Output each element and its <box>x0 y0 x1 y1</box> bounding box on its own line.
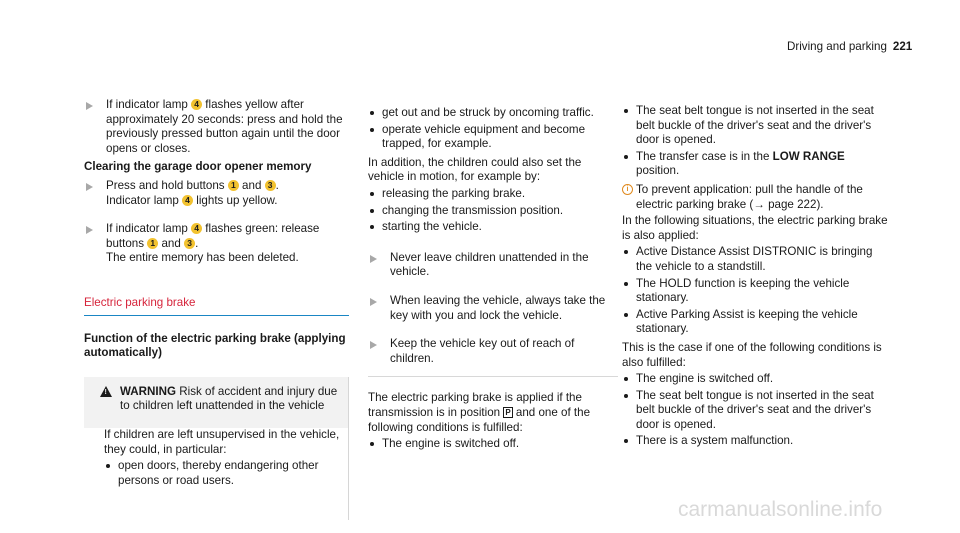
list-item: Active Distance Assist DISTRONIC is bringing the vehicle to a standstill. <box>622 245 890 274</box>
step-arrow-icon <box>370 255 377 263</box>
step-item: If indicator lamp 4 flashes green: release buttons 1 and 3 . The entire memory has been deleted. <box>84 222 349 266</box>
following-text: In the following situations, the electric parking brake is also applied: <box>622 214 888 242</box>
info-icon: i <box>622 184 633 195</box>
list-item: releasing the parking brake. <box>368 187 618 202</box>
section-title: Electric parking brake <box>84 296 349 316</box>
list-item: operate vehicle equipment and become trapped, for example. <box>368 123 618 152</box>
warning-head: ! WARNING Risk of accident and injury due to children left unattended in the vehicle <box>84 385 338 414</box>
list-item: The engine is switched off. <box>622 372 890 387</box>
number-badge: 3 <box>184 238 195 249</box>
list-item: starting the vehicle. <box>368 220 618 235</box>
page-header <box>787 40 927 55</box>
note: i To prevent application: pull the handle of the electric parking brake (→ page 222). <box>622 183 890 212</box>
header-section: Driving and parking <box>787 40 887 53</box>
function-title: Function of the electric parking brake (applying automatically) <box>84 331 346 360</box>
number-badge: 1 <box>147 238 158 249</box>
low-range-label: LOW RANGE <box>772 149 845 163</box>
step-arrow-icon <box>86 102 93 110</box>
step-item: Press and hold buttons 1 and 3 . Indicator lamp 4 lights up yellow. <box>84 179 349 208</box>
step-item: Keep the vehicle key out of reach of children. <box>368 337 618 366</box>
list-item: get out and be struck by oncoming traffic. <box>368 106 618 121</box>
list-item: open doors, thereby endangering other persons or road users. <box>104 459 348 488</box>
warning-triangle-icon <box>100 386 112 397</box>
step-arrow-icon <box>370 341 377 349</box>
list-item: changing the transmission position. <box>368 204 618 219</box>
warning-body: If children are left unsupervised in the vehicle, they could, in particular: open doors, thereby endangering other persons or road users. <box>84 428 349 520</box>
number-badge: 1 <box>228 180 239 191</box>
step-arrow-icon <box>86 183 93 191</box>
number-badge: 3 <box>265 180 276 191</box>
addition-text: In addition, the children could also set the vehicle in motion, for example by: <box>368 155 582 184</box>
column-2 <box>368 104 618 456</box>
applied-text: The electric parking brake is applied if the transmission is in position P and one of the following conditions is fulfilled: <box>368 391 591 434</box>
step-item: Never leave children unattended in the vehicle. <box>368 251 618 280</box>
list-item: The seat belt tongue is not inserted in the seat belt buckle of the driver's seat and the driver's door is opened. <box>622 104 890 148</box>
clearing-title: Clearing the garage door opener memory <box>84 160 312 174</box>
transmission-p-key: P <box>505 407 511 417</box>
list-item: The seat belt tongue is not inserted in the seat belt buckle of the driver's seat and the driver's door is opened. <box>622 389 890 433</box>
number-badge: 4 <box>191 223 202 234</box>
watermark: carmanualsonline.info <box>678 498 883 521</box>
number-badge: 4 <box>191 99 202 110</box>
bullet-dot <box>106 464 110 468</box>
page-number: 221 <box>892 40 913 53</box>
list-item: The transfer case is in the LOW RANGE position. <box>622 150 890 179</box>
step-arrow-icon <box>370 298 377 306</box>
warning-continuation <box>368 106 618 377</box>
step-item: When leaving the vehicle, always take the key with you and lock the vehicle. <box>368 294 618 323</box>
warning-box <box>84 377 349 428</box>
warning-bullets <box>104 459 348 488</box>
step-item: If indicator lamp 4 flashes yellow after approximately 20 seconds: press and hold the previously pressed button again until the door opens or closes. <box>84 98 349 156</box>
list-item: The HOLD function is keeping the vehicle stationary. <box>622 277 890 306</box>
column-3 <box>622 98 890 453</box>
list-item: There is a system malfunction. <box>622 434 890 449</box>
warning-label: WARNING <box>120 384 177 398</box>
number-badge: 4 <box>182 195 193 206</box>
case-text: This is the case if one of the following conditions is also fulfilled: <box>622 340 882 369</box>
step-arrow-icon <box>86 226 93 234</box>
list-item: Active Parking Assist is keeping the vehicle stationary. <box>622 308 890 337</box>
list-item: The engine is switched off. <box>368 437 618 452</box>
column-1 <box>84 98 349 520</box>
